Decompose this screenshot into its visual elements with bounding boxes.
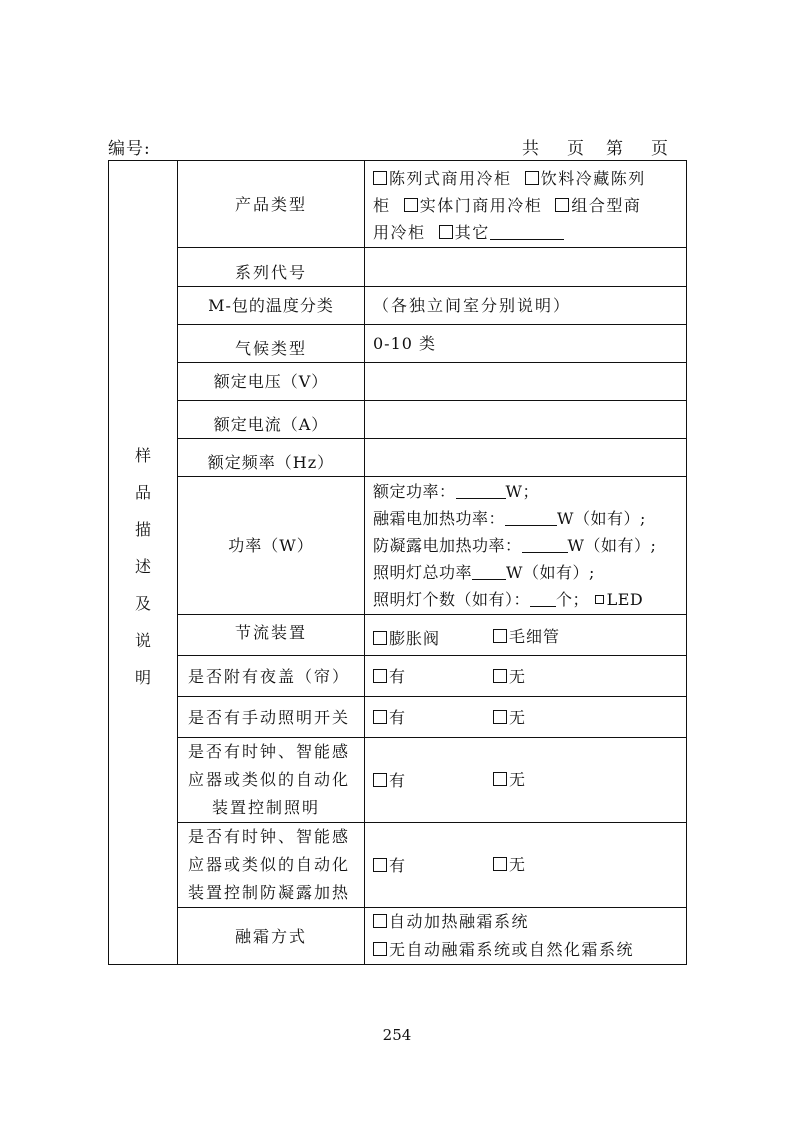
lamp-count-blank[interactable] [530,590,556,607]
row-night-cover [109,656,687,697]
side-char-1: 样 [134,446,151,465]
series-code-label: 系列代号 [178,248,365,287]
climate-label: 气候类型 [178,325,365,363]
auto-light-label-2: 应器或类似的自动化 [188,770,351,789]
frequency-label: 额定频率（Hz） [178,439,365,477]
product-type-label: 产品类型 [178,161,365,248]
voltage-label: 额定电压（V） [178,363,365,401]
auto-light-no: 无 [509,770,527,789]
manual-light-no: 无 [509,708,527,727]
row-manual-light [109,697,687,738]
row-current [109,401,687,439]
auto-light-label-3: 装置控制照明 [212,798,321,817]
lighting-power-line: 照明灯总功率 W（如有）; [373,563,595,582]
option-beverage-cabinet-cont: 柜 [373,195,391,215]
manual-light-label: 是否有手动照明开关 [178,697,365,738]
row-voltage [109,363,687,401]
option-capillary: 毛细管 [509,627,561,646]
side-char-4: 述 [134,557,151,576]
series-code-value[interactable] [365,248,687,287]
night-cover-label: 是否附有夜盖（帘） [178,656,365,697]
climate-value: 0-10 类 [365,325,687,363]
page-unit: 页 [567,139,584,159]
row-climate [109,325,687,363]
m-pack-label: M-包的温度分类 [178,287,365,325]
option-no-auto-defrost: 无自动融霜系统或自然化霜系统 [389,940,635,959]
number-label: 编号: [108,139,151,159]
checkbox-other[interactable] [439,225,453,239]
row-power [109,477,687,615]
side-char-3: 描 [134,520,151,539]
defrost-heater-line: 融霜电加热功率： W（如有）; [373,509,646,528]
auto-anticond-yes: 有 [389,855,407,875]
row-auto-anticond [109,823,687,908]
checkbox-solid-door[interactable] [404,198,418,212]
auto-light-yes: 有 [389,770,407,790]
auto-anticond-label-1: 是否有时钟、智能感 [188,827,351,846]
anticond-heater-line: 防凝露电加热功率： W（如有）; [373,536,657,555]
led-label: LED [606,590,644,609]
page-ordinal-label: 第 [606,139,623,159]
checkbox-auto-light-no[interactable] [493,772,507,786]
side-char-2: 品 [134,483,151,502]
checkbox-display-cabinet[interactable] [373,171,387,185]
current-value[interactable] [365,401,687,439]
auto-anticond-label-2: 应器或类似的自动化 [188,855,351,874]
lamp-count-line: 照明灯个数（如有）： 个； LED [373,590,644,609]
lighting-power-blank[interactable] [472,563,506,580]
throttle-label: 节流装置 [178,615,365,656]
auto-light-label-1: 是否有时钟、智能感 [188,742,351,761]
m-pack-value: （各独立间室分别说明） [365,287,687,325]
checkbox-beverage-cabinet[interactable] [525,171,539,185]
checkbox-auto-anticond-yes[interactable] [373,858,387,872]
side-char-6: 说 [134,631,151,650]
row-frequency [109,439,687,477]
row-product-type [109,161,687,248]
auto-anticond-label-3: 装置控制防凝露加热 [188,883,351,902]
option-auto-defrost: 自动加热融霜系统 [389,912,530,931]
row-defrost [109,908,687,965]
rated-power-line: 额定功率： W； [373,482,539,501]
current-label: 额定电流（A） [178,401,365,439]
option-combined: 组合型商 [571,195,642,215]
row-m-pack [109,287,687,325]
other-blank[interactable] [490,223,564,240]
row-throttle [109,615,687,656]
checkbox-no-auto-defrost[interactable] [373,942,387,956]
row-series-code [109,248,687,287]
night-cover-yes: 有 [389,666,407,686]
option-expansion-valve: 膨胀阀 [389,628,441,648]
checkbox-auto-anticond-no[interactable] [493,857,507,871]
option-combined-cont: 用冷柜 [373,222,426,242]
page-unit-2: 页 [651,139,668,159]
checkbox-led[interactable] [595,595,604,604]
option-other: 其它 [454,222,490,242]
defrost-label: 融霜方式 [178,908,365,965]
sample-description-table [108,160,687,965]
option-solid-door: 实体门商用冷柜 [419,195,543,215]
checkbox-auto-defrost[interactable] [373,914,387,928]
checkbox-capillary[interactable] [493,629,507,643]
checkbox-manual-light-no[interactable] [493,710,507,724]
page-counter [500,134,668,159]
voltage-value[interactable] [365,363,687,401]
option-display-cabinet: 陈列式商用冷柜 [389,168,512,188]
row-auto-light [109,738,687,823]
checkbox-expansion-valve[interactable] [373,631,387,645]
side-char-7: 明 [134,668,151,687]
rated-power-blank[interactable] [456,482,506,499]
page-number: 254 [382,1026,412,1044]
checkbox-manual-light-yes[interactable] [373,710,387,724]
side-char-5: 及 [134,594,151,613]
checkbox-auto-light-yes[interactable] [373,773,387,787]
defrost-heater-blank[interactable] [505,509,557,526]
checkbox-combined[interactable] [555,198,569,212]
auto-anticond-no: 无 [509,855,527,874]
frequency-value[interactable] [365,439,687,477]
checkbox-night-cover-yes[interactable] [373,669,387,683]
side-label [109,161,178,965]
option-beverage-cabinet: 饮料冷藏陈列 [540,168,646,188]
manual-light-yes: 有 [389,707,407,727]
total-pages-label: 共 [522,139,539,159]
checkbox-night-cover-no[interactable] [493,669,507,683]
anticond-heater-blank[interactable] [522,536,568,553]
power-label: 功率（W） [178,477,365,615]
night-cover-no: 无 [509,667,527,686]
